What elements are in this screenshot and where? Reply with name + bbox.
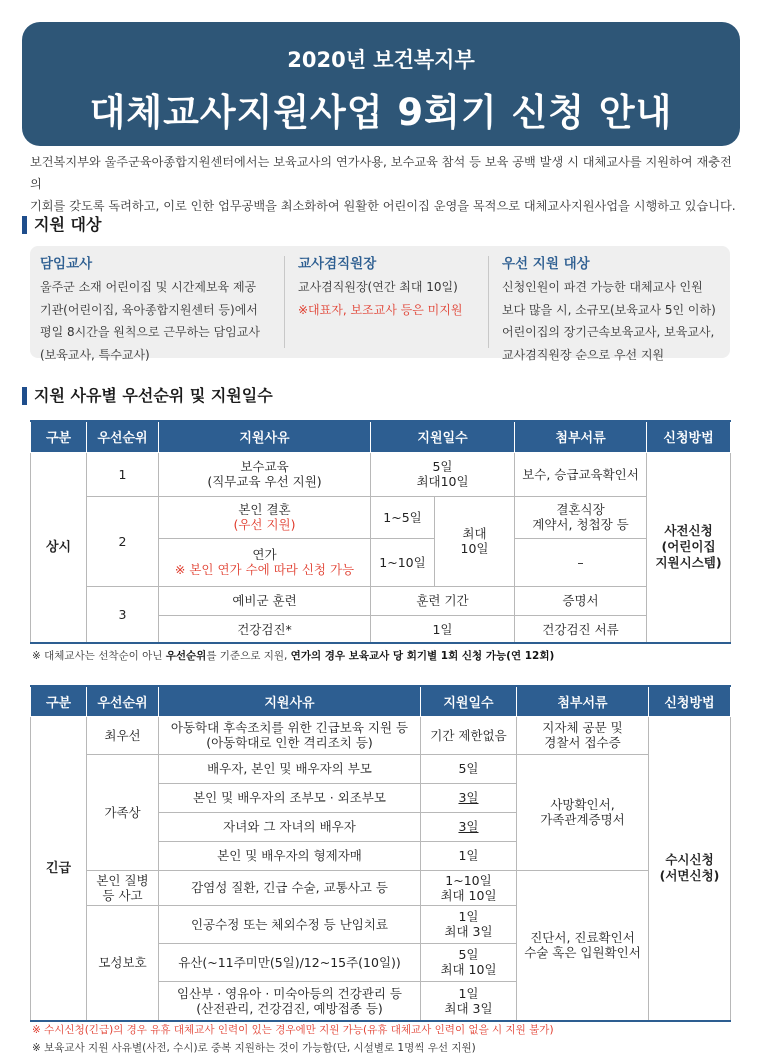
header-method: 신청방법 <box>647 421 731 452</box>
days-text: 1일 <box>458 909 479 924</box>
target-director <box>298 252 462 321</box>
days-cell: 훈련 기간 <box>371 586 515 615</box>
method-text: 지원시스템) <box>655 555 722 571</box>
rank-cell: 2 <box>87 496 159 586</box>
reason-cell <box>159 716 421 754</box>
reason-note: ※ 본인 연가 수에 따라 신청 가능 <box>174 562 355 577</box>
method-text: (어린이집 <box>661 539 716 555</box>
header-days: 지원일수 <box>421 686 517 716</box>
footnote-duplicate: ※ 보육교사 지원 사유별(사전, 수시)로 중복 지원하는 것이 가능함(단, 시설별로 1명씩 우선 지원) <box>32 1042 476 1054</box>
docs-text: 사망확인서, <box>550 797 615 812</box>
method-cell <box>647 452 731 643</box>
days-text: 1~10일 <box>445 872 492 888</box>
docs-cell: – <box>515 538 647 586</box>
target-director-line: 교사겸직원장(연간 최대 10일) <box>298 280 458 294</box>
target-homeroom-line: 기관(어린이집, 육아종합지원센터 등)에서 <box>40 302 258 317</box>
days-text: 최대 10일 <box>440 962 497 977</box>
days-cell: 1~5일 <box>371 496 435 538</box>
days-cell: 1일 <box>371 615 515 643</box>
rank-cell: 가족상 <box>87 754 159 870</box>
table-row <box>31 586 731 615</box>
section-title-priority: 지원 사유별 우선순위 및 지원일수 <box>22 386 273 406</box>
days-max-cell <box>435 496 515 586</box>
footnote-priority <box>32 648 554 663</box>
method-text: 수시신청 <box>665 852 714 868</box>
docs-text: 경찰서 접수증 <box>544 735 621 750</box>
header-reason: 지원사유 <box>159 686 421 716</box>
header-method: 신청방법 <box>649 686 731 716</box>
footnote-emergency: ※ 수시신청(긴급)의 경우 유휴 대체교사 인력이 있는 경우에만 지원 가능(유휴 대체교사 인력이 없을 시 지원 불가) <box>32 1024 554 1036</box>
reason-text: (산전관리, 건강검진, 예방접종 등) <box>196 1000 383 1016</box>
days-text: 최대 <box>462 526 487 541</box>
docs-text: 지자체 공문 및 <box>542 720 623 735</box>
rank-cell <box>87 870 159 905</box>
reason-cell: 유산(~11주미만(5일)/12~15주(10일)) <box>159 943 421 981</box>
category-emergency: 긴급 <box>31 716 87 1021</box>
section-title-target: 지원 대상 <box>22 215 101 235</box>
days-cell <box>421 905 517 943</box>
days-cell: 기간 제한없음 <box>421 716 517 754</box>
target-homeroom-head: 담임교사 <box>40 256 93 272</box>
reason-cell: 건강검진* <box>159 615 371 643</box>
reason-text: (직무교육 우선 지원) <box>207 474 322 489</box>
docs-cell <box>517 754 649 870</box>
table-header-row <box>31 421 731 452</box>
rank-cell: 최우선 <box>87 716 159 754</box>
reason-text: (아동학대로 인한 격리조치 등) <box>206 735 373 750</box>
target-director-head: 교사겸직원장 <box>298 256 377 272</box>
days-cell: 3일 <box>421 783 517 812</box>
docs-text: 수술 혹은 입원확인서 <box>524 945 641 961</box>
reason-cell: 감염성 질환, 긴급 수술, 교통사고 등 <box>159 870 421 905</box>
table-row <box>31 496 731 538</box>
days-text: 10일 <box>460 541 489 556</box>
table-row <box>31 452 731 496</box>
table-row <box>31 870 731 905</box>
docs-cell: 보수, 승급교육확인서 <box>515 452 647 496</box>
header-reason: 지원사유 <box>159 421 371 452</box>
days-text: 5일 <box>458 947 479 962</box>
footnote-bold: 우선순위 <box>165 650 207 662</box>
footnote-text: 를 기준으로 지원, <box>206 650 291 662</box>
docs-cell <box>517 716 649 754</box>
intro-paragraph <box>30 151 742 217</box>
reason-text: 본인 결혼 <box>238 502 291 517</box>
days-text: 최대10일 <box>416 474 469 489</box>
target-homeroom-line: (보육교사, 특수교사) <box>40 347 150 362</box>
header-category: 구분 <box>31 686 87 716</box>
target-priority-line: 어린이집의 장기근속보육교사, 보육교사, <box>502 325 715 339</box>
days-cell <box>421 870 517 905</box>
reason-cell: 본인 및 배우자의 형제자매 <box>159 841 421 870</box>
banner-title: 대체교사지원사업 9회기 신청 안내 <box>89 91 673 134</box>
days-cell <box>371 452 515 496</box>
target-homeroom-line: 평일 8시간을 원칙으로 근무하는 담임교사 <box>40 325 260 339</box>
rank-cell: 1 <box>87 452 159 496</box>
rank-cell: 모성보호 <box>87 905 159 1021</box>
days-cell: 3일 <box>421 812 517 841</box>
reason-text: 임산부 · 영유아 · 미숙아등의 건강관리 등 <box>177 985 402 1001</box>
header-category: 구분 <box>31 421 87 452</box>
footnote-text: ※ 대체교사는 선착순이 아닌 <box>32 650 166 662</box>
days-cell <box>421 981 517 1021</box>
days-cell: 1~10일 <box>371 538 435 586</box>
reason-cell <box>159 452 371 496</box>
reason-cell: 자녀와 그 자녀의 배우자 <box>159 812 421 841</box>
banner-subtitle: 2020년 보건복지부 <box>287 48 475 72</box>
rank-text: 등 사고 <box>102 887 143 903</box>
rank-cell: 3 <box>87 586 159 643</box>
emergency-support-table <box>30 685 731 1022</box>
docs-text: 가족관계증명서 <box>540 812 625 827</box>
intro-line-2: 기회를 갖도록 독려하고, 이로 인한 업무공백을 최소화하여 원활한 어린이집 운영을 목적으로 대체교사지원사업을 시행하고 있습니다. <box>30 199 736 213</box>
docs-cell <box>517 870 649 1021</box>
days-text: 5일 <box>432 459 453 474</box>
reason-cell <box>159 496 371 538</box>
reason-cell <box>159 981 421 1021</box>
target-priority-head: 우선 지원 대상 <box>502 256 590 272</box>
footnote-bold: 연가의 경우 보육교사 당 회기별 1회 신청 가능(연 12회) <box>290 650 555 662</box>
target-homeroom-line: 울주군 소재 어린이집 및 시간제보육 제공 <box>40 280 257 294</box>
method-cell <box>649 716 731 1021</box>
reason-cell: 인공수정 또는 체외수정 등 난임치료 <box>159 905 421 943</box>
days-cell: 1일 <box>421 841 517 870</box>
method-text: 사전신청 <box>664 523 713 539</box>
days-text: 최대 3일 <box>444 924 493 939</box>
reason-cell: 예비군 훈련 <box>159 586 371 615</box>
table-header-row <box>31 686 731 716</box>
target-priority <box>502 252 716 366</box>
target-homeroom <box>40 252 260 366</box>
docs-text: 진단서, 진료확인서 <box>530 930 635 946</box>
docs-cell: 건강검진 서류 <box>515 615 647 643</box>
docs-cell: 증명서 <box>515 586 647 615</box>
header-days: 지원일수 <box>371 421 515 452</box>
title-banner <box>22 22 740 146</box>
reason-cell: 배우자, 본인 및 배우자의 부모 <box>159 754 421 783</box>
target-priority-line: 교사겸직원장 순으로 우선 지원 <box>502 347 665 362</box>
reason-cell <box>159 538 371 586</box>
reason-cell: 본인 및 배우자의 조부모 · 외조부모 <box>159 783 421 812</box>
target-director-note: ※대표자, 보조교사 등은 미지원 <box>298 302 463 317</box>
column-divider <box>488 256 489 348</box>
regular-support-table <box>30 420 731 644</box>
target-priority-line: 보다 많을 시, 소규모(보육교사 5인 이하) <box>502 302 716 317</box>
header-docs: 첨부서류 <box>517 686 649 716</box>
category-regular: 상시 <box>31 452 87 643</box>
days-text: 최대 10일 <box>440 887 497 903</box>
days-cell <box>421 943 517 981</box>
table-row <box>31 754 731 783</box>
days-text: 최대 3일 <box>444 1000 493 1016</box>
target-box <box>30 246 730 362</box>
intro-line-1: 보건복지부와 울주군육아종합지원센터에서는 보육교사의 연가사용, 보수교육 참석 등 보육 공백 발생 시 대체교사를 지원하여 재충전의 <box>30 155 732 191</box>
header-rank: 우선순위 <box>87 686 159 716</box>
days-text: 1일 <box>458 985 479 1001</box>
column-divider <box>284 256 285 348</box>
reason-text: 보수교육 <box>240 459 289 474</box>
table-row <box>31 716 731 754</box>
docs-text: 계약서, 청첩장 등 <box>532 517 629 532</box>
reason-note: (우선 지원) <box>233 517 296 532</box>
target-priority-line: 신청인원이 파견 가능한 대체교사 인원 <box>502 280 703 294</box>
reason-text: 아동학대 후속조치를 위한 긴급보육 지원 등 <box>170 720 409 735</box>
header-rank: 우선순위 <box>87 421 159 452</box>
reason-text: 연가 <box>252 547 277 562</box>
method-text: (서면신청) <box>659 868 720 884</box>
docs-text: 결혼식장 <box>556 502 605 517</box>
header-docs: 첨부서류 <box>515 421 647 452</box>
days-cell: 5일 <box>421 754 517 783</box>
rank-text: 본인 질병 <box>96 872 149 888</box>
docs-cell <box>515 496 647 538</box>
